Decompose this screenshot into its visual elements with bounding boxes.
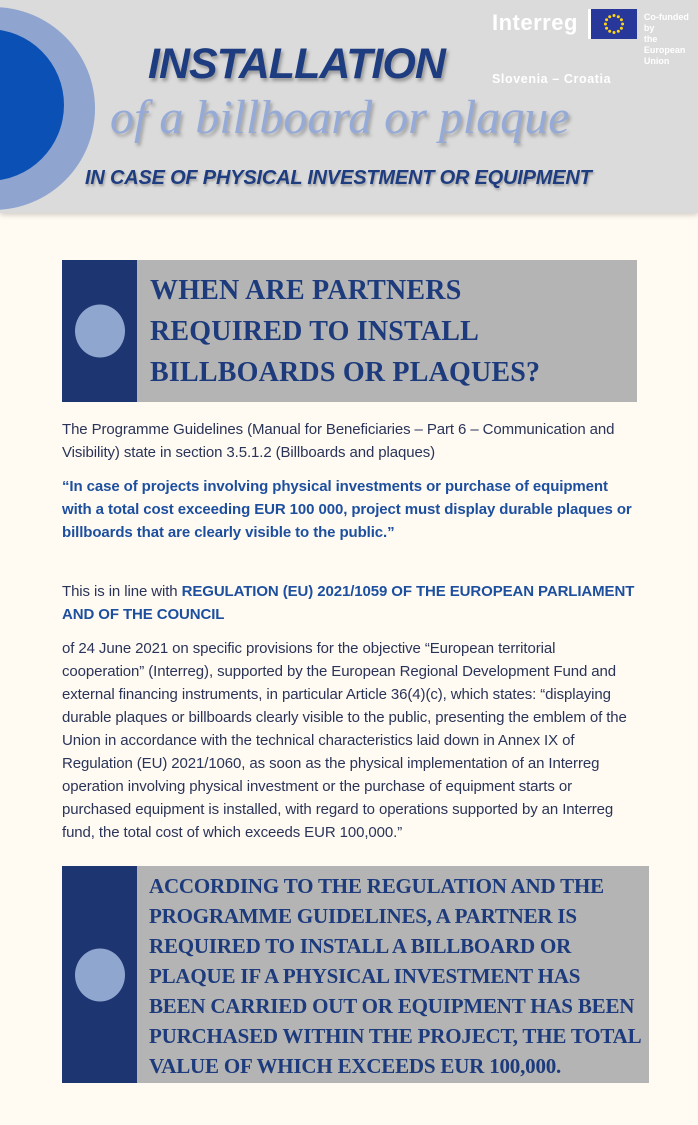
page-title: INSTALLATION <box>148 40 445 88</box>
heading-line: BILLBOARDS OR PLAQUES? <box>150 356 541 388</box>
conclusion-statement <box>137 869 649 1081</box>
interreg-brand-text: Interreg <box>492 10 578 35</box>
section-heading <box>137 270 540 393</box>
statement-line: VALUE OF WHICH EXCEEDS EUR 100,000. <box>149 1053 562 1078</box>
statement-line: PURCHASED WITHIN THE PROJECT, THE TOTAL <box>149 1023 642 1048</box>
cofunded-line2: the European Union <box>643 34 686 66</box>
eu-flag-icon <box>588 9 637 39</box>
paragraph-regulation-ref <box>62 580 640 626</box>
callout-accent-bar <box>62 866 137 1083</box>
callout-accent-bar <box>62 260 137 402</box>
statement-line: PROGRAMME GUIDELINES, A PARTNER IS <box>149 903 577 928</box>
document-body <box>0 260 698 1083</box>
paragraph-regulation-detail: of 24 June 2021 on specific provisions for the objective “European territorial cooperation” (Interreg), supported by the European Regional Development Fund and external financing instruments, in particular Article 36(4)(c), which states: “displaying durable plaques or billboards clearly visible to the public, presenting the emblem of the Union in accordance with the technical characteristics laid down in Annex IX of Regulation (EU) 2021/1060, as soon as the physical implementation of an Interreg operation involving physical investment or the purchase of equipment starts or purchased equipment is installed, with regard to operations supported by an Interreg fund, the total cost of which exceeds EUR 100,000.” <box>62 640 627 841</box>
statement-line: ACCORDING TO THE REGULATION AND THE <box>149 873 604 898</box>
statement-line: REQUIRED TO INSTALL A BILLBOARD OR <box>149 933 572 958</box>
paragraph-quote: “In case of projects involving physical investments or purchase of equipment with a total cost exceeding EUR 100 000, project must display durable plaques or billboards that are clearly visible to the public.” <box>62 478 632 541</box>
bullet-circle-icon <box>75 305 125 358</box>
paragraph-guidelines: The Programme Guidelines (Manual for Beneficiaries – Part 6 – Communication and Visibility) state in section 3.5.1.2 (Billboards and plaques) <box>62 421 615 461</box>
heading-line: WHEN ARE PARTNERS <box>150 274 462 306</box>
section-conclusion <box>62 866 642 1083</box>
interreg-logo <box>492 8 698 86</box>
regulation-intro: This is in line with <box>62 583 182 600</box>
cofunded-label <box>644 8 698 67</box>
section-when-required <box>62 260 637 402</box>
statement-line: BEEN CARRIED OUT OR EQUIPMENT HAS BEEN <box>149 993 635 1018</box>
cofunded-line1: Co-funded by <box>643 12 689 33</box>
page-tagline: IN CASE OF PHYSICAL INVESTMENT OR EQUIPMENT <box>85 167 592 189</box>
header-banner <box>0 0 698 213</box>
heading-line: REQUIRED TO INSTALL <box>150 315 480 347</box>
statement-line: PLAQUE IF A PHYSICAL INVESTMENT HAS <box>149 963 581 988</box>
regulation-title: REGULATION (EU) 2021/1059 OF THE EUROPEAN PARLIAMENT AND OF THE COUNCIL <box>62 583 635 623</box>
programme-name: Slovenia – Croatia <box>492 72 612 86</box>
bullet-circle-icon <box>75 948 125 1001</box>
page-subtitle: of a billboard or plaque <box>110 91 570 144</box>
